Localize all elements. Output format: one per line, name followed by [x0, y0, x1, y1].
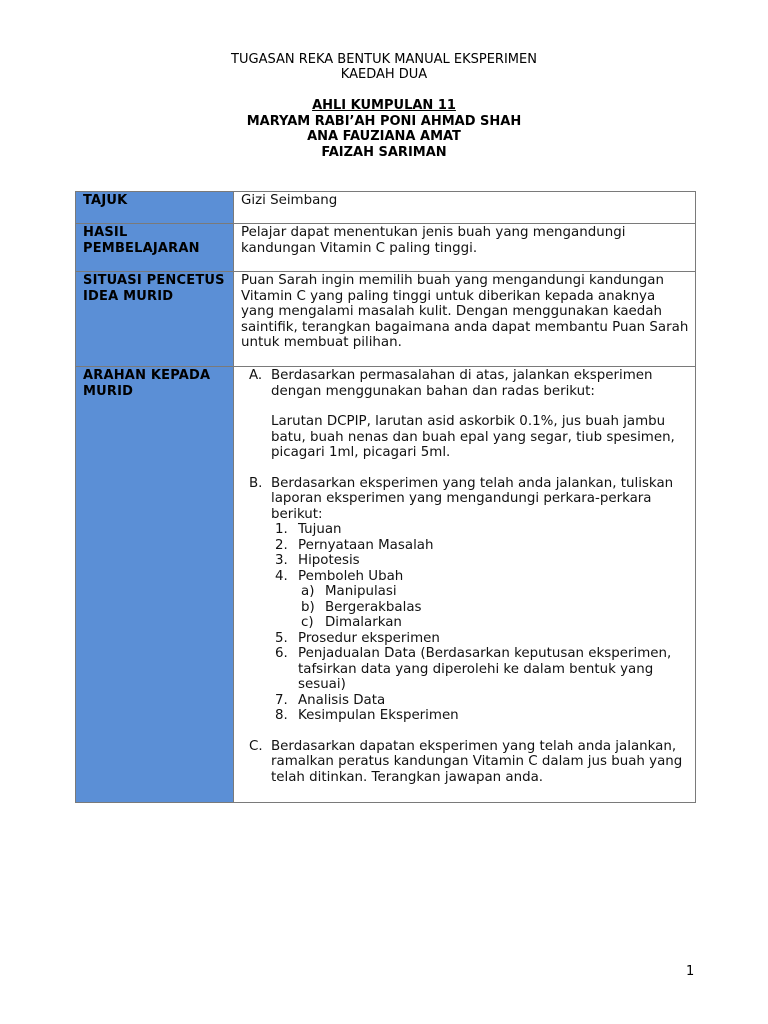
instruction-text: Berdasarkan permasalahan di atas, jalankan eksperimen dengan menggunakan bahan dan radas berikut:: [271, 368, 653, 399]
row-label: ARAHAN KEPADA MURID: [76, 367, 234, 803]
list-item: 7. Analisis Data: [275, 692, 386, 708]
sub-list-item: a) Manipulasi: [301, 584, 397, 599]
table-row: [76, 224, 696, 272]
member-name: FAIZAH SARIMAN: [321, 144, 447, 160]
list-item: 2. Pernyataan Masalah: [275, 537, 434, 553]
instruction-marker: A.: [249, 368, 263, 383]
list-item: 8. Kesimpulan Eksperimen: [275, 708, 459, 723]
list-item: 5. Prosedur eksperimen: [275, 630, 440, 646]
page-number: 1: [686, 964, 695, 979]
group-members: [0, 98, 768, 160]
instruction-b: [241, 476, 689, 523]
method-title: KAEDAH DUA: [340, 67, 428, 82]
row-label: HASIL PEMBELAJARAN: [76, 224, 234, 272]
list-item: 6. Penjadualan Data (Berdasarkan keputusan eksperimen, tafsirkan data yang diperolehi ke dalam bentuk yang sesuai): [275, 646, 672, 692]
list-item: 3. Hipotesis: [275, 553, 360, 568]
sub-list-item: b) Bergerakbalas: [301, 599, 422, 615]
group-heading: AHLI KUMPULAN 11: [312, 98, 456, 113]
list-item: 1. Tujuan: [275, 522, 342, 537]
experiment-manual-table: [75, 191, 696, 803]
instruction-a: [241, 368, 689, 399]
instruction-text: Berdasarkan dapatan eksperimen yang telah anda jalankan, ramalkan peratus kandungan Vitamin C dalam jus buah yang telah ditinkan. Terangkan jawapan anda.: [271, 738, 683, 785]
row-content: Puan Sarah ingin memilih buah yang mengandungi kandungan Vitamin C yang paling tinggi untuk diberikan kepada anaknya yang mengalami masalah kulit. Dengan menggunakan kaedah saintifik, terangkan bagaimana anda dapat membantu Puan Sarah untuk membuat pilihan.: [234, 272, 696, 367]
table-row: [76, 272, 696, 367]
member-name: MARYAM RABI’AH PONI AHMAD SHAH: [246, 113, 522, 129]
sub-list-item: c) Dimalarkan: [301, 615, 402, 630]
row-label: TAJUK: [76, 192, 234, 224]
list-item: 4. Pemboleh Ubah: [275, 568, 404, 584]
document-title: TUGASAN REKA BENTUK MANUAL EKSPERIMEN: [231, 52, 537, 67]
table-row: [76, 192, 696, 224]
row-content: Gizi Seimbang: [234, 192, 696, 224]
row-label: SITUASI PENCETUS IDEA MURID: [76, 272, 234, 367]
instruction-marker: C.: [249, 738, 263, 754]
member-name: ANA FAUZIANA AMAT: [307, 129, 461, 144]
materials-list: Larutan DCPIP, larutan asid askorbik 0.1%, jus buah jambu batu, buah nenas dan buah epal yang segar, tiub spesimen, picagari 1ml, picagari 5ml.: [271, 414, 675, 460]
instruction-text: Berdasarkan eksperimen yang telah anda jalankan, tuliskan laporan eksperimen yang mengandungi perkara-perkara berikut:: [271, 475, 674, 522]
instruction-c: [241, 739, 689, 786]
row-content: Pelajar dapat menentukan jenis buah yang mengandungi kandungan Vitamin C paling tinggi.: [234, 224, 696, 272]
table-row: [76, 367, 696, 803]
instructions-content: [234, 367, 696, 803]
instruction-marker: B.: [249, 475, 263, 491]
